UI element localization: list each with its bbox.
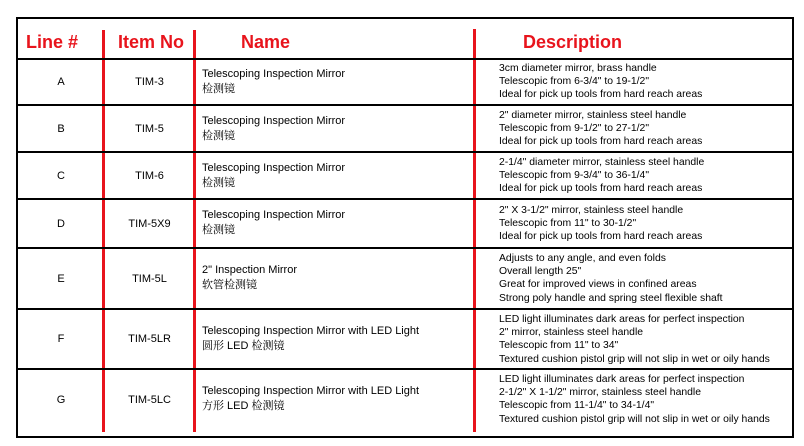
item-name: [202, 115, 345, 143]
item-number: TIM-5: [135, 123, 164, 135]
column-divider: [193, 30, 196, 432]
row-divider: [18, 151, 792, 153]
row-divider: [18, 308, 792, 310]
item-name-en: 2" Inspection Mirror: [202, 264, 297, 276]
line-number: C: [57, 170, 65, 182]
item-number: TIM-5L: [132, 273, 167, 285]
line-number: B: [57, 123, 65, 135]
item-description: LED light illuminates dark areas for perfect inspection 2-1/2" X 1-1/2" mirror, stainless steel handle Telescopic from 11-1/4" to 34-1/4" Textured cushion pistol grip will not slip in wet or oily hands: [499, 374, 770, 425]
row-divider: [18, 198, 792, 200]
item-name-cn: 检测镜: [202, 177, 235, 189]
line-number: A: [57, 76, 65, 88]
line-number: F: [57, 333, 65, 345]
item-name-en: Telescoping Inspection Mirror: [202, 115, 346, 127]
column-divider: [102, 30, 105, 432]
item-number: TIM-5LC: [128, 394, 171, 406]
item-name-cn: 软管检测镜: [202, 279, 257, 291]
header-item-number: Item No: [118, 32, 185, 52]
item-name-en: Telescoping Inspection Mirror: [202, 209, 346, 221]
item-description: 3cm diameter mirror, brass handle Telescopic from 6-3/4" to 19-1/2" Ideal for pick up tools from hard reach areas: [499, 63, 703, 101]
item-description: 2" X 3-1/2" mirror, stainless steel handle Telescopic from 11" to 30-1/2" Ideal for pick up tools from hard reach areas: [499, 205, 703, 243]
item-description: 2-1/4" diameter mirror, stainless steel handle Telescopic from 9-3/4" to 36-1/4" Ideal for pick up tools from hard reach areas: [499, 157, 705, 195]
item-name-cn: 检测镜: [202, 224, 235, 236]
item-number: TIM-6: [135, 170, 164, 182]
item-name-cn: 检测镜: [202, 83, 235, 95]
product-table: [16, 17, 794, 438]
line-number: G: [56, 394, 66, 406]
item-description: LED light illuminates dark areas for perfect inspection 2" mirror, stainless steel handle Telescopic from 11" to 34" Textured cushion pistol grip will not slip in wet or oily hands: [499, 314, 770, 365]
header-description: Description: [523, 32, 623, 52]
item-name-cn: 方形 LED 检测镜: [202, 400, 285, 412]
item-number: TIM-5X9: [128, 218, 171, 230]
item-name-en: Telescoping Inspection Mirror with LED Light: [202, 385, 420, 397]
row-divider: [18, 247, 792, 249]
item-name: [202, 264, 297, 292]
column-divider: [473, 29, 476, 432]
item-name: [202, 68, 345, 96]
item-name-en: Telescoping Inspection Mirror with LED Light: [202, 325, 420, 337]
item-number: TIM-3: [135, 76, 164, 88]
line-number: E: [57, 273, 65, 285]
item-name: [202, 325, 419, 353]
row-divider: [18, 104, 792, 106]
row-divider: [18, 368, 792, 370]
item-name-cn: 圆形 LED 检测镜: [202, 340, 285, 352]
header-name: Name: [241, 32, 291, 52]
item-name-cn: 检测镜: [202, 130, 235, 142]
item-name: [202, 162, 345, 190]
item-name-en: Telescoping Inspection Mirror: [202, 162, 346, 174]
item-name-en: Telescoping Inspection Mirror: [202, 68, 346, 80]
item-name: [202, 385, 419, 413]
line-number: D: [57, 218, 65, 230]
item-name: [202, 209, 345, 237]
row-divider: [18, 58, 792, 60]
item-description: 2" diameter mirror, stainless steel handle Telescopic from 9-1/2" to 27-1/2" Ideal for pick up tools from hard reach areas: [499, 110, 703, 148]
header-line-number: Line #: [26, 32, 79, 52]
item-number: TIM-5LR: [128, 333, 171, 345]
item-description: Adjusts to any angle, and even folds Overall length 25" Great for improved views in confined areas Strong poly handle and spring steel flexible shaft: [499, 253, 723, 304]
